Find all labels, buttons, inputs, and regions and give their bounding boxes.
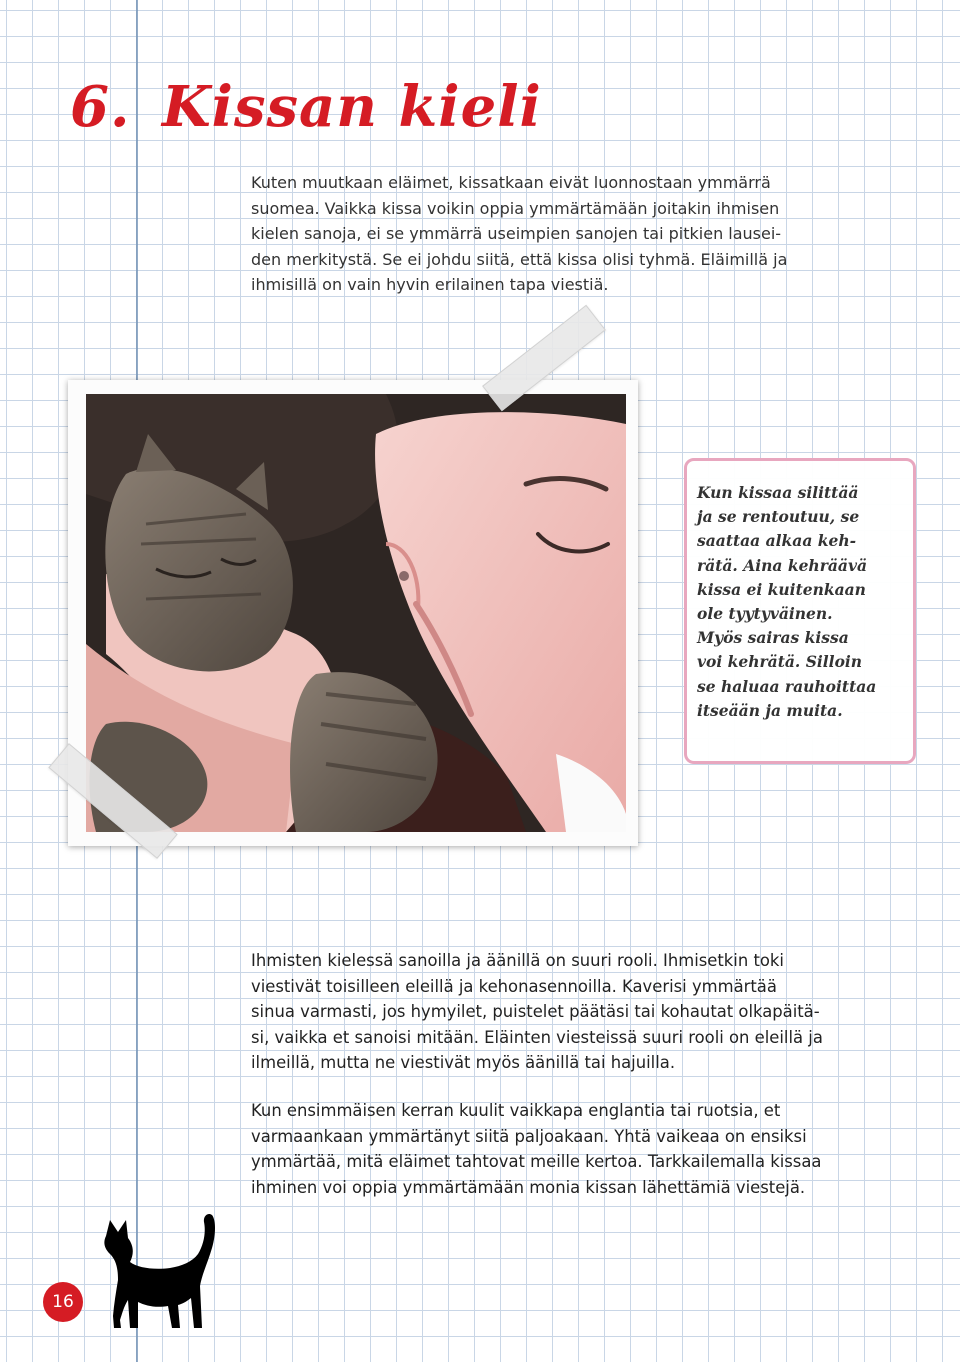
- caption-line: rätä. Aina kehräävä: [697, 555, 868, 575]
- text-line: ihmisillä on vain hyvin erilainen tapa viestiä.: [251, 275, 609, 295]
- caption-line: itseään ja muita.: [697, 700, 843, 720]
- text-line: Kun ensimmäisen kerran kuulit vaikkapa englantia tai ruotsia, et: [251, 1101, 781, 1120]
- text-line: si, vaikka et sanoisi mitään. Eläinten viesteissä suuri rooli on eleillä ja: [251, 1027, 823, 1047]
- text-line: den merkitystä. Se ei johdu siitä, että kissa olisi tyhmä. Eläimillä ja: [251, 249, 788, 269]
- photo-woman-with-sleeping-kitten: [86, 394, 626, 832]
- text-line: viestivät toisilleen eleillä ja kehonasennoilla. Kaverisi ymmärtää: [251, 976, 777, 996]
- body-paragraph-1: [251, 948, 851, 1076]
- photo-caption-text: [697, 481, 876, 723]
- text-line: suomea. Vaikka kissa voikin oppia ymmärtämään joitakin ihmisen: [251, 198, 780, 218]
- text-line: sinua varmasti, jos hymyilet, puistelet päätäsi tai kohautat olkapäitä-: [251, 1002, 820, 1022]
- caption-line: ole tyytyväinen.: [697, 604, 833, 624]
- caption-line: Kun kissaa silittää: [697, 483, 859, 502]
- text-line: ymmärtää, mitä eläimet tahtovat meille kertoa. Tarkkailemalla kissaa: [251, 1152, 822, 1172]
- text-line: ihminen voi oppia ymmärtämään monia kissan lähettämiä viestejä.: [251, 1177, 806, 1197]
- caption-line: Myös sairas kissa: [697, 628, 849, 648]
- text-line: Ihmisten kielessä sanoilla ja äänillä on suuri rooli. Ihmisetkin toki: [251, 951, 784, 970]
- intro-paragraph: [251, 170, 831, 298]
- chapter-title-text: Kissan kieli: [162, 74, 542, 140]
- chapter-title: [70, 74, 542, 140]
- text-line: Kuten muutkaan eläimet, kissatkaan eivät luonnostaan ymmärrä: [251, 173, 771, 192]
- caption-line: saattaa alkaa keh-: [697, 531, 857, 551]
- chapter-number: 6.: [70, 74, 131, 140]
- caption-line: kissa ei kuitenkaan: [697, 579, 866, 599]
- photo-caption-note: [684, 458, 916, 764]
- text-line: kielen sanoja, ei se ymmärrä useimpien sanojen tai pitkien lausei-: [251, 224, 782, 244]
- body-paragraph-2: [251, 1098, 851, 1200]
- black-cat-silhouette-icon: [96, 1206, 224, 1334]
- text-line: ilmeillä, mutta ne viestivät myös äänillä tai hajuilla.: [251, 1053, 676, 1073]
- caption-line: ja se rentoutuu, se: [697, 507, 860, 527]
- caption-line: voi kehrätä. Silloin: [697, 652, 863, 672]
- text-line: varmaankaan ymmärtänyt siitä paljoakaan. Yhtä vaikeaa on ensiksi: [251, 1126, 807, 1146]
- page-number-badge: 16: [43, 1282, 83, 1322]
- caption-line: se haluaa rauhoittaa: [697, 676, 877, 696]
- photo-illustration: [86, 394, 626, 832]
- photo-frame: [68, 380, 638, 846]
